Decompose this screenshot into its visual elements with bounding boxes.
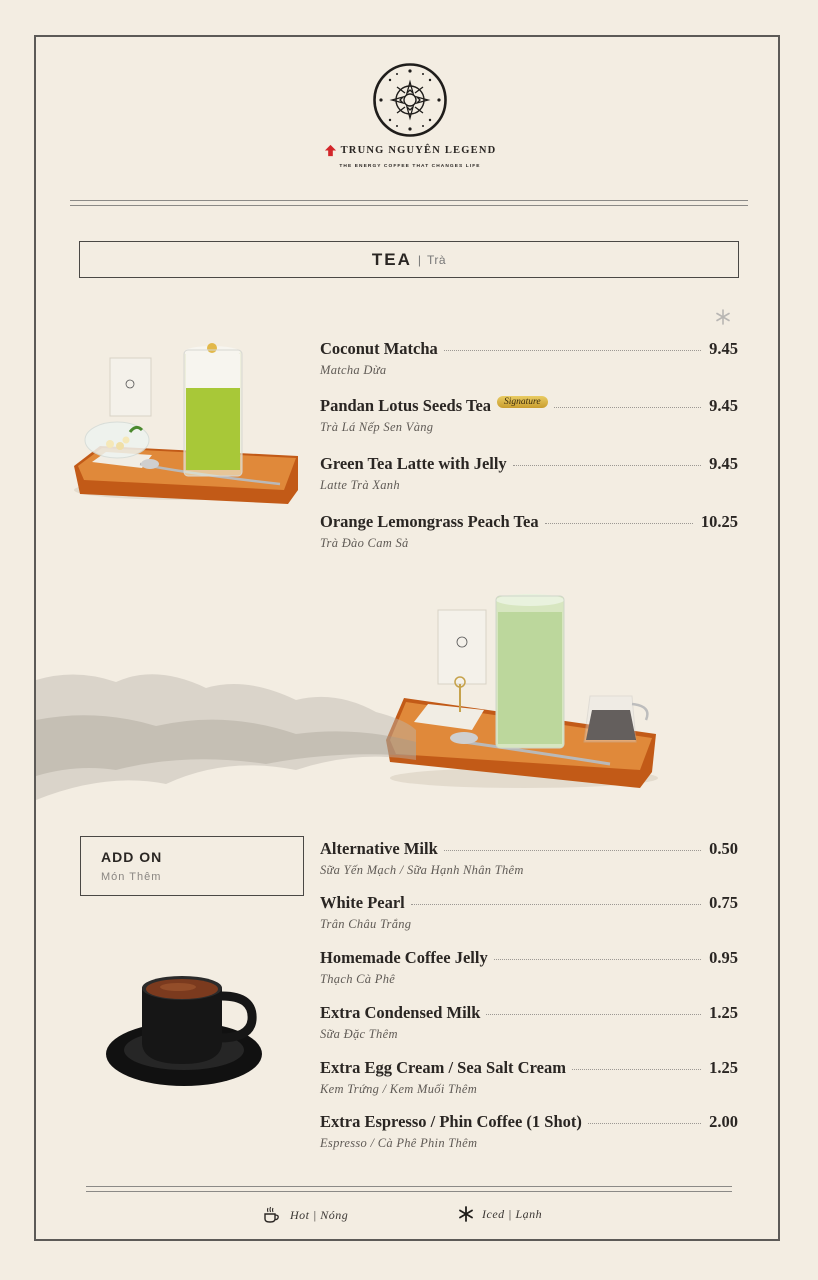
item-price: 0.75 [709, 893, 738, 912]
leader-dots [572, 1069, 701, 1070]
item-name-vi: Trà Lá Nếp Sen Vàng [320, 420, 434, 434]
item-price: 2.00 [709, 1112, 738, 1131]
hot-legend [262, 1206, 348, 1224]
leader-dots [444, 350, 701, 351]
tea-section-header [79, 241, 739, 278]
header-divider [70, 200, 748, 206]
item-name: Extra Egg Cream / Sea Salt Cream [320, 1058, 566, 1077]
item-price: 9.45 [709, 396, 738, 415]
item-price: 1.25 [709, 1058, 738, 1077]
leader-dots [444, 850, 701, 851]
brand-arrow-icon [324, 144, 337, 157]
item-price: 1.25 [709, 1003, 738, 1022]
menu-item-white-pearl [320, 893, 738, 932]
menu-item-extra-espresso [320, 1112, 738, 1151]
menu-item-homemade-coffee-jelly [320, 948, 738, 987]
tea-title-vi: Trà [427, 252, 447, 267]
hot-cup-icon [262, 1206, 282, 1224]
item-price: 9.45 [709, 454, 738, 473]
coconut-matcha-photo [70, 340, 302, 510]
hot-legend-label: Hot | Nóng [290, 1207, 349, 1222]
menu-item-green-tea-latte [320, 454, 738, 493]
item-name-vi: Latte Trà Xanh [320, 478, 400, 492]
menu-item-extra-egg-cream [320, 1058, 738, 1097]
brand-name [324, 144, 497, 157]
item-name-vi: Trà Đào Cam Sả [320, 536, 409, 550]
item-name: Alternative Milk [320, 839, 438, 858]
coffee-cup-photo [104, 966, 266, 1092]
snowflake-icon [458, 1206, 474, 1222]
menu-item-coconut-matcha [320, 339, 738, 378]
brand-emblem-icon [372, 62, 448, 138]
leader-dots [545, 523, 693, 524]
item-name-vi: Thạch Cà Phê [320, 972, 396, 986]
leader-dots [411, 904, 701, 905]
leader-dots [486, 1014, 701, 1015]
green-tea-latte-photo [384, 592, 660, 794]
item-name: White Pearl [320, 893, 405, 912]
signature-badge: Signature [497, 396, 548, 408]
item-name: Extra Espresso / Phin Coffee (1 Shot) [320, 1112, 582, 1131]
menu-item-pandan-lotus-seeds-tea [320, 396, 738, 435]
iced-legend [458, 1206, 542, 1222]
brand-block [300, 144, 520, 169]
item-name: Coconut Matcha [320, 339, 438, 358]
item-name: Pandan Lotus Seeds Tea [320, 396, 492, 415]
leader-dots [513, 465, 701, 466]
item-name-vi: Trân Châu Trắng [320, 917, 412, 931]
iced-legend-label: Iced | Lạnh [482, 1206, 543, 1221]
item-name-vi: Kem Trứng / Kem Muối Thêm [320, 1082, 478, 1096]
snowflake-icon [715, 309, 731, 325]
leader-dots [494, 959, 701, 960]
brand-tagline: THE ENERGY COFFEE THAT CHANGES LIFE [339, 164, 481, 169]
footer-divider [86, 1186, 732, 1192]
item-name-vi: Sữa Yến Mạch / Sữa Hạnh Nhân Thêm [320, 863, 524, 877]
menu-item-orange-lemongrass-peach-tea [320, 512, 738, 551]
item-name: Orange Lemongrass Peach Tea [320, 512, 539, 531]
leader-dots [554, 407, 702, 408]
item-name-vi: Sữa Đặc Thêm [320, 1027, 398, 1041]
addon-title-vi: Món Thêm [101, 871, 162, 883]
brand-name-text: TRUNG NGUYÊN LEGEND [340, 145, 497, 156]
addon-section-header [80, 836, 304, 896]
item-name: Extra Condensed Milk [320, 1003, 481, 1022]
ink-wash-decoration [36, 660, 416, 810]
menu-item-extra-condensed-milk [320, 1003, 738, 1042]
menu-item-alternative-milk [320, 839, 738, 878]
item-price: 0.95 [709, 948, 738, 967]
item-name: Green Tea Latte with Jelly [320, 454, 507, 473]
tea-title-separator: | [417, 252, 422, 267]
leader-dots [588, 1123, 701, 1124]
item-name: Homemade Coffee Jelly [320, 948, 488, 967]
item-price: 0.50 [709, 839, 738, 858]
item-name-vi: Matcha Dừa [320, 363, 387, 377]
item-price: 9.45 [709, 339, 738, 358]
item-name-vi: Espresso / Cà Phê Phin Thêm [320, 1136, 478, 1150]
addon-title: ADD ON [101, 849, 163, 865]
item-price: 10.25 [700, 512, 738, 531]
tea-title: TEA [371, 249, 412, 269]
